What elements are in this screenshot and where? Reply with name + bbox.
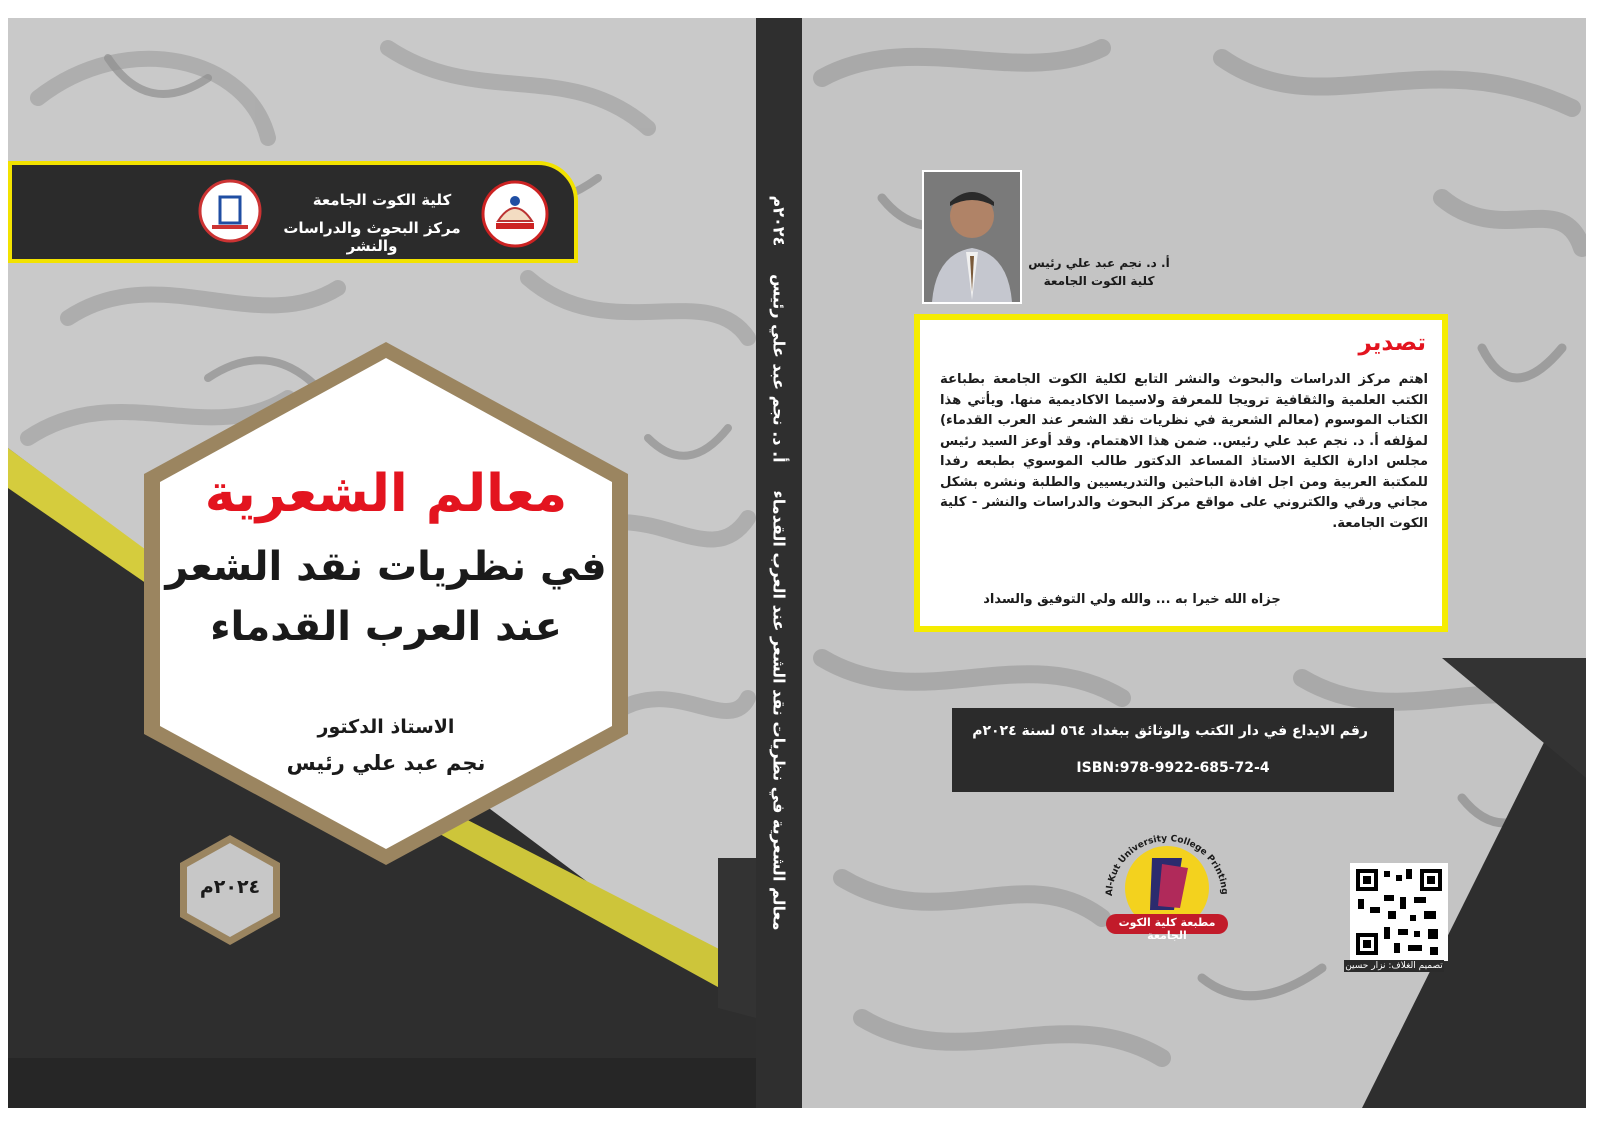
deposit-info-box xyxy=(952,708,1394,792)
spine-title xyxy=(770,63,789,1063)
author-caption-college: كلية الكوت الجامعة xyxy=(1043,274,1155,288)
center-name: مركز البحوث والدراسات والنشر xyxy=(283,219,461,255)
author-name: نجم عبد علي رئيس xyxy=(286,751,486,775)
book-title-line2: في نظريات نقد الشعر xyxy=(165,544,607,590)
back-cover xyxy=(802,18,1586,1108)
book-cover-spread xyxy=(8,18,1586,1108)
deposit-number: رقم الايداع في دار الكتب والوثائق ببغداد ٥٦٤ لسنة ٢٠٢٤م xyxy=(972,723,1368,739)
year-badge xyxy=(178,833,282,947)
book-title-main: معالم الشعرية xyxy=(204,464,568,524)
author-photo xyxy=(922,170,1022,304)
spine-year: ٢٠٢٤م xyxy=(769,195,789,247)
book-spine xyxy=(756,18,802,1108)
author-caption-name: أ. د. نجم عبد علي رئيس xyxy=(1028,256,1170,270)
book-title-line3: عند العرب القدماء xyxy=(210,604,562,650)
qr-code-image xyxy=(1354,867,1444,957)
year-text: ٢٠٢٤م xyxy=(199,876,261,898)
qr-code xyxy=(1350,863,1448,961)
author-caption xyxy=(1024,254,1174,290)
spine-title-text: معالم الشعرية في نظريات نقد الشعر عند العرب القدماء xyxy=(769,490,789,931)
college-logo-icon xyxy=(480,179,550,249)
press-arc-text: Al-Kut University College Printing xyxy=(1104,833,1230,897)
title-hexagon xyxy=(136,336,636,871)
institution-name: كلية الكوت الجامعة xyxy=(312,191,452,209)
institution-header-bar xyxy=(8,161,578,263)
author-portrait-image xyxy=(924,172,1020,302)
press-name: مطبعة كلية الكوت الجامعة xyxy=(1118,916,1216,942)
press-logo xyxy=(1092,818,1242,942)
cover-designer-credit: تصميم الغلاف: نزار حسين xyxy=(1345,961,1443,971)
preface-box xyxy=(914,314,1448,632)
preface-closing: جزاه الله خيرا به ... والله ولي التوفيق والسداد xyxy=(983,592,1281,607)
front-cover xyxy=(8,18,756,1108)
author-title: الاستاذ الدكتور xyxy=(317,716,455,738)
center-logo-icon xyxy=(198,179,262,243)
spine-author: أ. د. نجم عبد علي رئيس xyxy=(769,274,789,463)
preface-body: اهتم مركز الدراسات والبحوث والنشر التابع لكلية الكوت الجامعة بطباعة الكتب العلمية والثقافية ترويجا للمعرفة ولاسيما الاكاديمية منها. ويأتي هذا الكتاب الموسوم (معالم الشعرية في نظريات نقد الشعر عند العرب القدماء) لمؤلفه أ. د. نجم عبد علي رئيس.. ضمن هذا الاهتمام. وقد أوعز السيد رئيس مجلس ادارة الكلية الاستاذ المساعد الدكتور طالب الموسوي بطبعه رفدا للمكتبة العربية ومن اجل افادة الباحثين والتدريسيين والطلبة ونشره بشكل مجاني ورقي والكتروني على مواقع مركز البحوث والدراسات والنشر - كلية الكوت الجامعة. xyxy=(940,372,1428,531)
isbn: ISBN:978-9922-685-72-4 xyxy=(1076,760,1270,776)
preface-title: تصدير xyxy=(1358,330,1426,356)
